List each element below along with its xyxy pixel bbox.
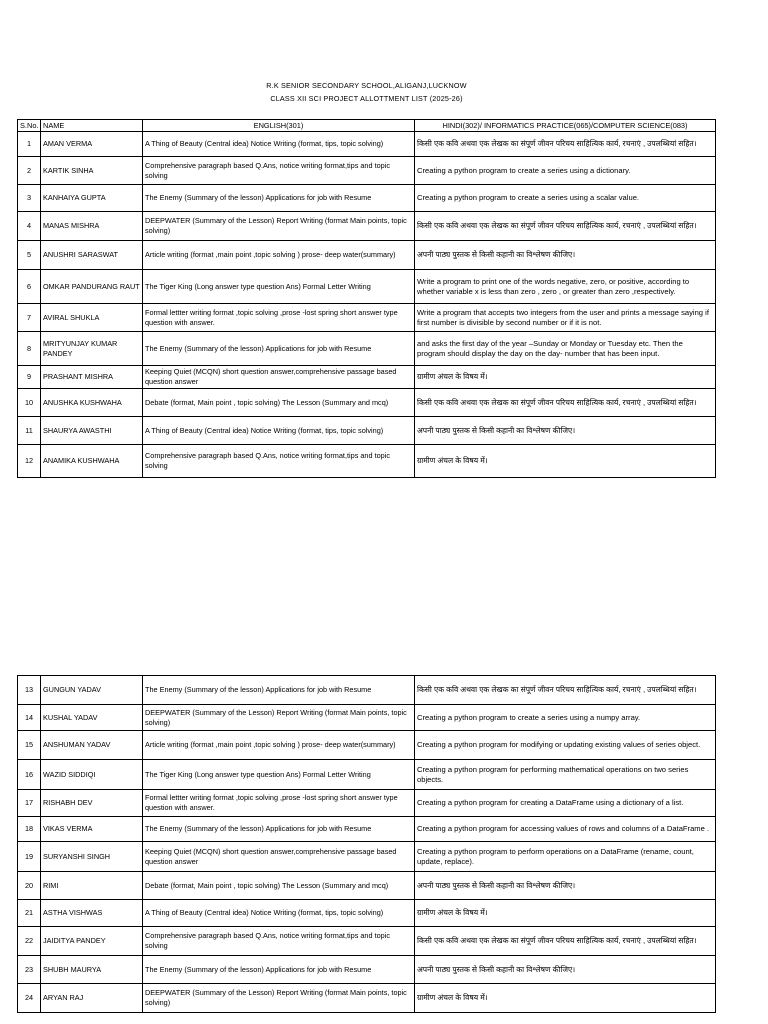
name-cell: JAIDITYA PANDEY xyxy=(41,927,143,956)
english-topic-cell: DEEPWATER (Summary of the Lesson) Report Writing (format Main points, topic solving) xyxy=(143,212,415,241)
name-cell: AVIRAL SHUKLA xyxy=(41,304,143,332)
sno-cell: 6 xyxy=(18,270,41,304)
table-row xyxy=(18,389,716,417)
header-name: NAME xyxy=(41,120,143,132)
sno-cell: 15 xyxy=(18,731,41,760)
header-english: ENGLISH(301) xyxy=(143,120,415,132)
name-cell: ANUSHKA KUSHWAHA xyxy=(41,389,143,417)
english-topic-cell: The Tiger King (Long answer type question Ans) Formal Letter Writing xyxy=(143,270,415,304)
english-topic-cell: DEEPWATER (Summary of the Lesson) Report Writing (format Main points, topic solving) xyxy=(143,984,415,1013)
name-cell: RISHABH DEV xyxy=(41,790,143,817)
sno-cell: 5 xyxy=(18,241,41,270)
name-cell: MANAS MISHRA xyxy=(41,212,143,241)
hindi-ip-cs-topic-cell: Write a program that accepts two integers from the user and prints a message saying if first number is divisible by second number or if it is not. xyxy=(415,304,716,332)
hindi-ip-cs-topic-cell: Creating a python program to create a series using a dictionary. xyxy=(415,157,716,185)
sno-cell: 21 xyxy=(18,900,41,927)
hindi-ip-cs-topic-cell: किसी एक कवि अथवा एक लेखक का संपूर्ण जीवन परिचय साहित्यिक कार्य, रचनाएं , उपलब्धियां सहित। xyxy=(415,212,716,241)
table-row xyxy=(18,842,716,872)
english-topic-cell: The Enemy (Summary of the lesson) Applications for job with Resume xyxy=(143,817,415,842)
sno-cell: 23 xyxy=(18,956,41,984)
hindi-ip-cs-topic-cell: Write a program to print one of the words negative, zero, or positive, according to whether variable x is less than zero , zero , or greater than zero ,respectively. xyxy=(415,270,716,304)
table-row xyxy=(18,731,716,760)
table-row xyxy=(18,270,716,304)
english-topic-cell: Debate (format, Main point , topic solving) The Lesson (Summary and mcq) xyxy=(143,389,415,417)
table-row xyxy=(18,984,716,1013)
english-topic-cell: Comprehensive paragraph based Q.Ans, notice writing format,tips and topic solving xyxy=(143,927,415,956)
table-row xyxy=(18,332,716,366)
name-cell: ANAMIKA KUSHWAHA xyxy=(41,445,143,478)
hindi-ip-cs-topic-cell: Creating a python program for creating a DataFrame using a dictionary of a list. xyxy=(415,790,716,817)
table-row xyxy=(18,900,716,927)
english-topic-cell: Comprehensive paragraph based Q.Ans, notice writing format,tips and topic solving xyxy=(143,157,415,185)
english-topic-cell: The Tiger King (Long answer type question Ans) Formal Letter Writing xyxy=(143,760,415,790)
table-row xyxy=(18,241,716,270)
sno-cell: 12 xyxy=(18,445,41,478)
sno-cell: 13 xyxy=(18,676,41,705)
name-cell: SURYANSHI SINGH xyxy=(41,842,143,872)
table-row xyxy=(18,705,716,731)
name-cell: ANSHUMAN YADAV xyxy=(41,731,143,760)
allotment-table-2 xyxy=(17,675,716,1013)
name-cell: ASTHA VISHWAS xyxy=(41,900,143,927)
table-row xyxy=(18,132,716,157)
english-topic-cell: Keeping Quiet (MCQN) short question answer,comprehensive passage based question answer xyxy=(143,842,415,872)
name-cell: KARTIK SINHA xyxy=(41,157,143,185)
hindi-ip-cs-topic-cell: Creating a python program for performing mathematical operations on two series objects. xyxy=(415,760,716,790)
table-row xyxy=(18,676,716,705)
name-cell: KANHAIYA GUPTA xyxy=(41,185,143,212)
header-hindi-ip-cs: HINDI(302)/ INFORMATICS PRACTICE(065)/COMPUTER SCIENCE(083) xyxy=(415,120,716,132)
sno-cell: 24 xyxy=(18,984,41,1013)
hindi-ip-cs-topic-cell: Creating a python program for accessing values of rows and columns of a DataFrame . xyxy=(415,817,716,842)
name-cell: ANUSHRI SARASWAT xyxy=(41,241,143,270)
english-topic-cell: A Thing of Beauty (Central idea) Notice Writing (format, tips, topic solving) xyxy=(143,900,415,927)
sno-cell: 18 xyxy=(18,817,41,842)
table-row xyxy=(18,956,716,984)
name-cell: GUNGUN YADAV xyxy=(41,676,143,705)
table-row xyxy=(18,445,716,478)
table-header-row xyxy=(18,120,716,132)
name-cell: MRITYUNJAY KUMAR PANDEY xyxy=(41,332,143,366)
hindi-ip-cs-topic-cell: ग्रामीण अंचल के विषय में। xyxy=(415,900,716,927)
sno-cell: 7 xyxy=(18,304,41,332)
english-topic-cell: The Enemy (Summary of the lesson) Applications for job with Resume xyxy=(143,956,415,984)
hindi-ip-cs-topic-cell: ग्रामीण अंचल के विषय में। xyxy=(415,984,716,1013)
english-topic-cell: The Enemy (Summary of the lesson) Applications for job with Resume xyxy=(143,332,415,366)
name-cell: VIKAS VERMA xyxy=(41,817,143,842)
table-row xyxy=(18,760,716,790)
name-cell: SHAURYA AWASTHI xyxy=(41,417,143,445)
sno-cell: 3 xyxy=(18,185,41,212)
header-sno: S.No. xyxy=(18,120,41,132)
hindi-ip-cs-topic-cell: Creating a python program to create a series using a numpy array. xyxy=(415,705,716,731)
hindi-ip-cs-topic-cell: अपनी पाठ्य पुस्तक से किसी कहानी का विश्लेषण कीजिए। xyxy=(415,956,716,984)
name-cell: ARYAN RAJ xyxy=(41,984,143,1013)
sno-cell: 1 xyxy=(18,132,41,157)
sno-cell: 2 xyxy=(18,157,41,185)
table-row xyxy=(18,872,716,900)
sno-cell: 9 xyxy=(18,366,41,389)
english-topic-cell: Keeping Quiet (MCQN) short question answer,comprehensive passage based question answer xyxy=(143,366,415,389)
hindi-ip-cs-topic-cell: अपनी पाठ्य पुस्तक से किसी कहानी का विश्लेषण कीजिए। xyxy=(415,241,716,270)
hindi-ip-cs-topic-cell: किसी एक कवि अथवा एक लेखक का संपूर्ण जीवन परिचय साहित्यिक कार्य, रचनाएं , उपलब्धियां सहित। xyxy=(415,676,716,705)
sno-cell: 10 xyxy=(18,389,41,417)
english-topic-cell: A Thing of Beauty (Central idea) Notice Writing (format, tips, topic solving) xyxy=(143,417,415,445)
english-topic-cell: Formal lettter writing format ,topic solving ,prose -lost spring short answer type question with answer. xyxy=(143,790,415,817)
hindi-ip-cs-topic-cell: अपनी पाठ्य पुस्तक से किसी कहानी का विश्लेषण कीजिए। xyxy=(415,417,716,445)
hindi-ip-cs-topic-cell: किसी एक कवि अथवा एक लेखक का संपूर्ण जीवन परिचय साहित्यिक कार्य, रचनाएं , उपलब्धियां सहित। xyxy=(415,389,716,417)
hindi-ip-cs-topic-cell: Creating a python program for modifying or updating existing values of series object. xyxy=(415,731,716,760)
document-title: CLASS XII SCI PROJECT ALLOTTMENT LIST (2025-26) xyxy=(270,94,463,103)
english-topic-cell: Article writing (format ,main point ,topic solving ) prose- deep water(summary) xyxy=(143,731,415,760)
hindi-ip-cs-topic-cell: अपनी पाठ्य पुस्तक से किसी कहानी का विश्लेषण कीजिए। xyxy=(415,872,716,900)
english-topic-cell: Formal lettter writing format ,topic solving ,prose -lost spring short answer type question with answer. xyxy=(143,304,415,332)
name-cell: KUSHAL YADAV xyxy=(41,705,143,731)
table-row xyxy=(18,366,716,389)
hindi-ip-cs-topic-cell: किसी एक कवि अथवा एक लेखक का संपूर्ण जीवन परिचय साहित्यिक कार्य, रचनाएं , उपलब्धियां सहित। xyxy=(415,132,716,157)
table-row xyxy=(18,417,716,445)
name-cell: WAZID SIDDIQI xyxy=(41,760,143,790)
english-topic-cell: A Thing of Beauty (Central idea) Notice Writing (format, tips, topic solving) xyxy=(143,132,415,157)
sno-cell: 17 xyxy=(18,790,41,817)
table-row xyxy=(18,212,716,241)
table-row xyxy=(18,817,716,842)
sno-cell: 22 xyxy=(18,927,41,956)
hindi-ip-cs-topic-cell: Creating a python program to create a series using a scalar value. xyxy=(415,185,716,212)
sno-cell: 19 xyxy=(18,842,41,872)
hindi-ip-cs-topic-cell: and asks the first day of the year –Sunday or Monday or Tuesday etc. Then the program should display the day on the day- number that has been input. xyxy=(415,332,716,366)
name-cell: RIMI xyxy=(41,872,143,900)
english-topic-cell: The Enemy (Summary of the lesson) Applications for job with Resume xyxy=(143,676,415,705)
name-cell: PRASHANT MISHRA xyxy=(41,366,143,389)
hindi-ip-cs-topic-cell: किसी एक कवि अथवा एक लेखक का संपूर्ण जीवन परिचय साहित्यिक कार्य, रचनाएं , उपलब्धियां सहित। xyxy=(415,927,716,956)
sno-cell: 4 xyxy=(18,212,41,241)
table-row xyxy=(18,790,716,817)
table-row xyxy=(18,304,716,332)
hindi-ip-cs-topic-cell: Creating a python program to perform operations on a DataFrame (rename, count, update, replace). xyxy=(415,842,716,872)
table-row xyxy=(18,157,716,185)
allotment-table-1 xyxy=(17,119,716,478)
table-row xyxy=(18,927,716,956)
english-topic-cell: Debate (format, Main point , topic solving) The Lesson (Summary and mcq) xyxy=(143,872,415,900)
school-name: R.K SENIOR SECONDARY SCHOOL,ALIGANJ,LUCKNOW xyxy=(266,81,467,90)
sno-cell: 8 xyxy=(18,332,41,366)
sno-cell: 16 xyxy=(18,760,41,790)
name-cell: OMKAR PANDURANG RAUT xyxy=(41,270,143,304)
sno-cell: 14 xyxy=(18,705,41,731)
english-topic-cell: Comprehensive paragraph based Q.Ans, notice writing format,tips and topic solving xyxy=(143,445,415,478)
sno-cell: 20 xyxy=(18,872,41,900)
name-cell: AMAN VERMA xyxy=(41,132,143,157)
english-topic-cell: DEEPWATER (Summary of the Lesson) Report Writing (format Main points, topic solving) xyxy=(143,705,415,731)
hindi-ip-cs-topic-cell: ग्रामीण अंचल के विषय में। xyxy=(415,366,716,389)
name-cell: SHUBH MAURYA xyxy=(41,956,143,984)
table-row xyxy=(18,185,716,212)
hindi-ip-cs-topic-cell: ग्रामीण अंचल के विषय में। xyxy=(415,445,716,478)
sno-cell: 11 xyxy=(18,417,41,445)
english-topic-cell: The Enemy (Summary of the lesson) Applications for job with Resume xyxy=(143,185,415,212)
english-topic-cell: Article writing (format ,main point ,topic solving ) prose- deep water(summary) xyxy=(143,241,415,270)
